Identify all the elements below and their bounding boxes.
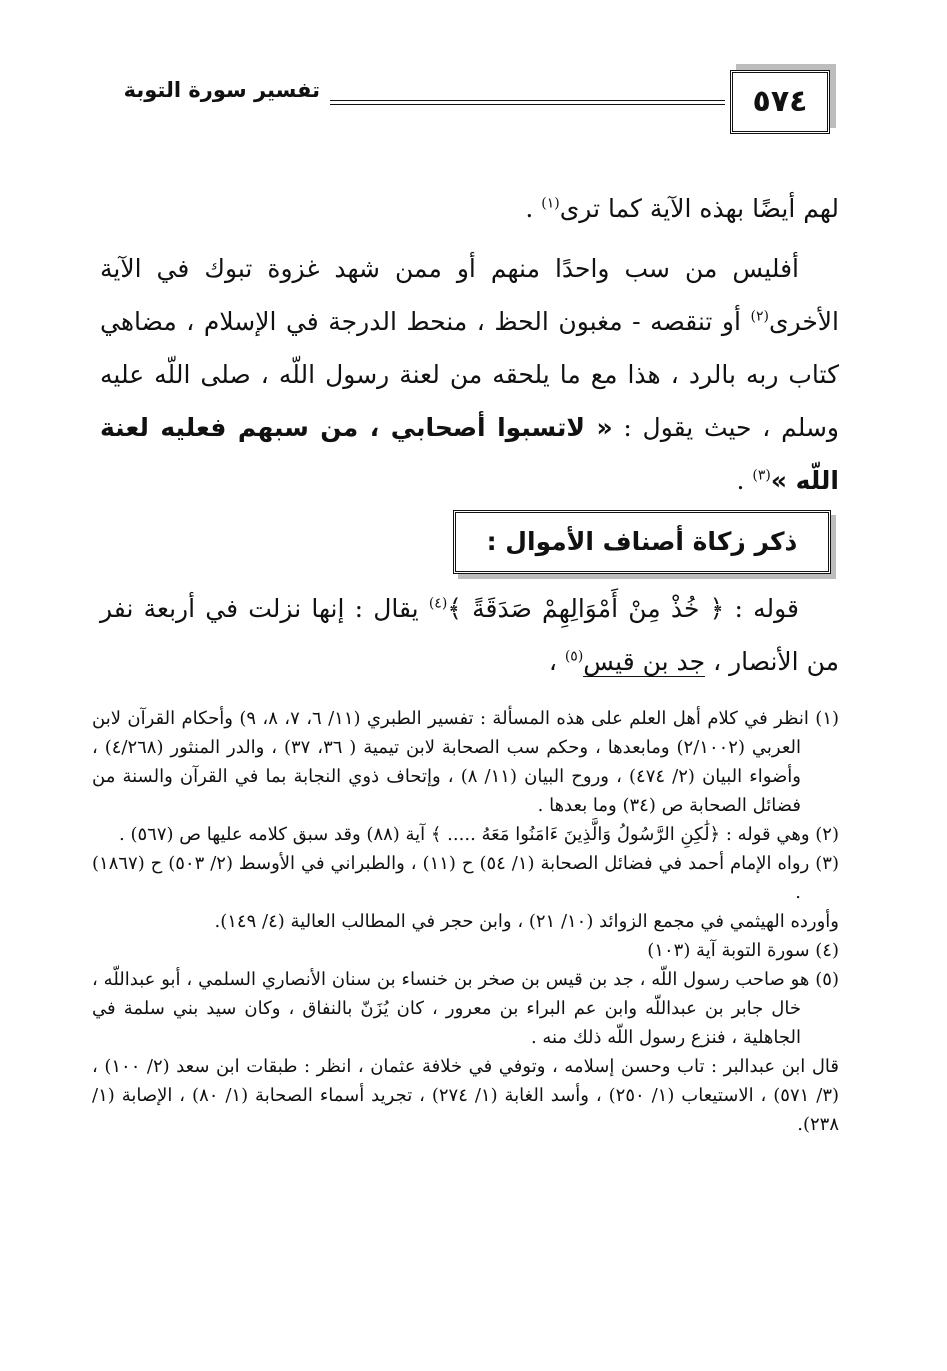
- paragraph-3-text-a: قوله : ﴿ خُذْ مِنْ أَمْوَالِهِمْ صَدَقَةً ﴾: [447, 594, 799, 623]
- paragraph-3-text-b: يقال : إنها نزلت في أربعة نفر من الأنصار ،: [100, 594, 839, 676]
- footnotes: [92, 704, 839, 1139]
- paragraph-2: [100, 242, 839, 507]
- footnote-ref-5: (٥): [564, 648, 584, 665]
- footnote-5: (٥) هو صاحب رسول اللّه ، جد بن قيس بن صخر بن خنساء بن سنان الأنصاري السلمي ، أبو عبداللّه ، خال جابر بن عبداللّه وابن عم البراء بن معرور ، كان يُزَنّ بالنفاق ، وكان سيد بني سلمة في الجاهلية ، فنزع رسول اللّه ذلك منه .: [92, 969, 839, 1048]
- page-number: ٥٧٤: [730, 70, 830, 134]
- footnote-2: (٢) وهي قوله : ﴿لَٰكِنِ الرَّسُولُ وَالَّذِينَ ءَامَنُوا مَعَهُ ..... ﴾ آية (٨٨) وقد سبق كلامه عليها ص (٥٦٧) .: [119, 824, 839, 845]
- footnote-ref-3: (٣): [752, 467, 771, 484]
- footnote-1: (١) انظر في كلام أهل العلم على هذه المسألة : تفسير الطبري (١١/ ٦، ٧، ٨، ٩) وأحكام القرآن لابن العربي (٢/١٠٠٢) ومابعدها ، وحكم سب الصحابة لابن تيمية ( ٣٦، ٣٧) ، والدر المنثور (٤/٢٦٨) ، وأضواء البيان (٢/ ٤٧٤) ، وروح البيان (١١/ ٨) ، وإتحاف ذوي النجابة بما في القرآن والسنة من فضائل الصحابة ص (٣٤) وما بعدها .: [92, 708, 840, 816]
- footnote-ref-2: (٢): [750, 308, 769, 325]
- footnote-5-continued: قال ابن عبدالبر : تاب وحسن إسلامه ، وتوفي في خلافة عثمان ، انظر : طبقات ابن سعد (٢/ ١٠٠) ، (٣/ ٥٧١) ، الاستيعاب (١/ ٢٥٠) ، وأسد الغابة (١/ ٢٧٤) ، تجريد أسماء الصحابة (١/ ٨٠) ، الإصابة (١/ ٢٣٨).: [92, 1056, 840, 1135]
- paragraph-2-text-a: أفليس من سب واحدًا منهم أو ممن شهد غزوة تبوك في الآية الأخرى: [100, 254, 839, 336]
- paragraph-2-text-b: أو تنقصه - مغبون الحظ ، منحط الدرجة في الإسلام ، مضاهي كتاب ربه بالرد ، هذا مع ما يلحقه من لعنة رسول اللّه ، صلى اللّه عليه وسلم ، حيث يقول :: [100, 307, 840, 442]
- hadith-quote: « لاتسبوا أصحابي ، من سبهم فعليه لعنة اللّه »: [100, 413, 839, 495]
- footnote-3: (٣) رواه الإمام أحمد في فضائل الصحابة (١/ ٥٤) ح (١١) ، والطبراني في الأوسط (٢/ ٥٠٣) ح (١٨٦٧) .: [92, 853, 839, 903]
- header-rule-second: [330, 104, 725, 105]
- footnote-ref-4: (٤): [428, 595, 448, 612]
- page-header: [90, 68, 835, 138]
- paragraph-2-end: .: [736, 466, 753, 495]
- section-heading-box: [453, 510, 831, 574]
- underlined-name: جد بن قيس: [583, 647, 706, 676]
- paragraph-1-text: لهم أيضًا بهذه الآية كما ترى: [559, 194, 839, 223]
- header-rule: [330, 100, 725, 101]
- footnote-3-continued: وأورده الهيثمي في مجمع الزوائد (١٠/ ٢١) ، وابن حجر في المطالب العالية (٤/ ١٤٩).: [214, 911, 839, 932]
- paragraph-3-end: ،: [548, 647, 565, 676]
- running-title: تفسير سورة التوبة: [123, 78, 320, 102]
- section-heading: ذكر زكاة أصناف الأموال :: [486, 527, 798, 556]
- paragraph-3: [100, 582, 839, 688]
- footnote-ref-1: (١): [541, 195, 560, 212]
- footnote-4: (٤) سورة التوبة آية (١٠٣): [647, 940, 839, 961]
- paragraph-1-end: .: [525, 194, 534, 223]
- paragraph-1: [100, 182, 839, 235]
